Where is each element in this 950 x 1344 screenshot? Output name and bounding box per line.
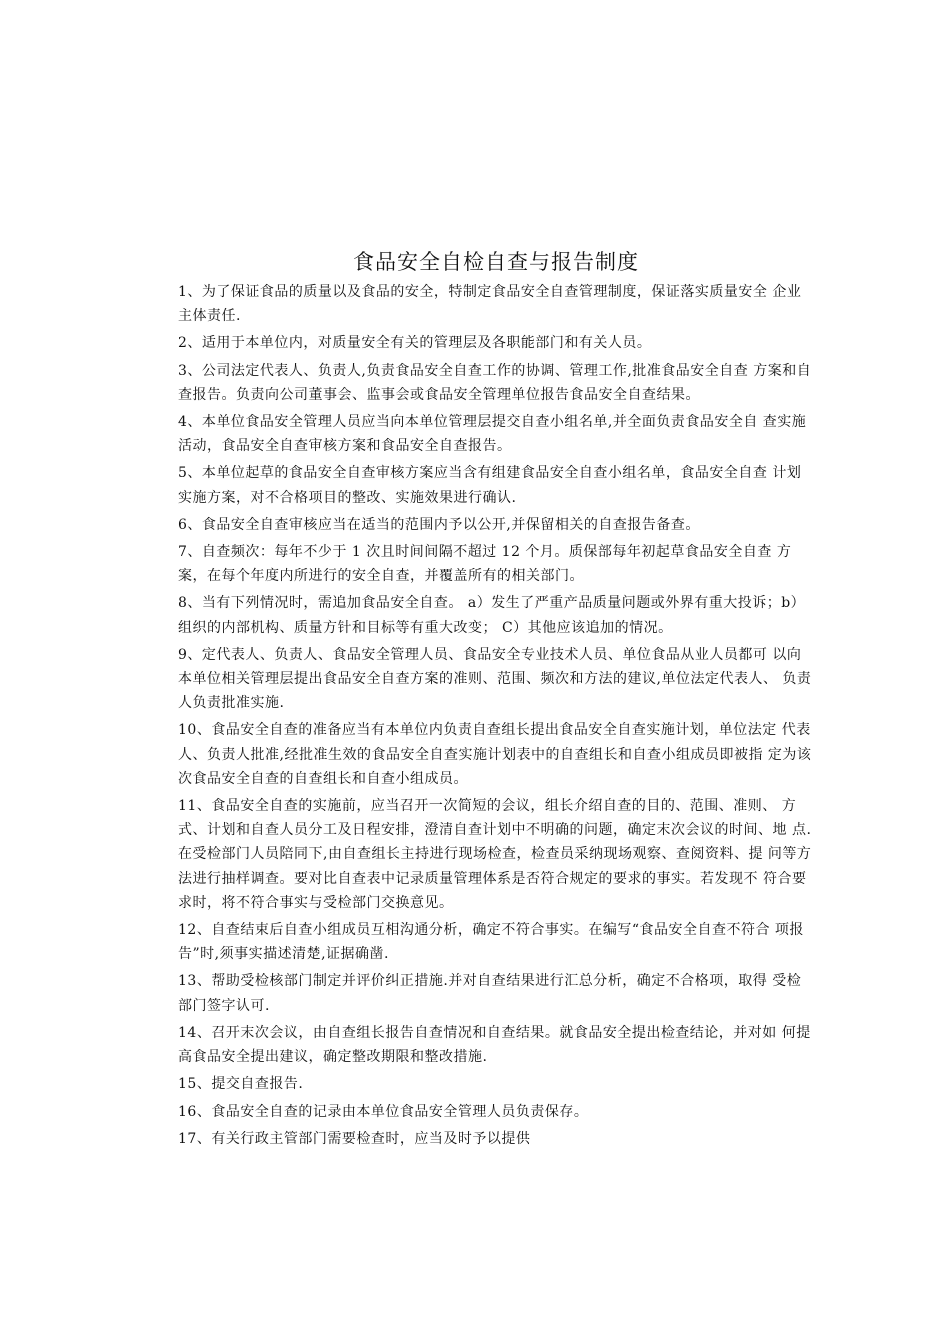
- clause-14: 14、召开末次会议，由自查组长报告自查情况和自查结果。就食品安全提出检查结论，并对如 何提高食品安全提出建议，确定整改期限和整改措施.: [178, 1024, 811, 1066]
- clause-2: 2、适用于本单位内，对质量安全有关的管理层及各职能部门和有关人员。: [178, 335, 652, 352]
- clause-15: 15、提交自查报告.: [178, 1076, 304, 1093]
- clause-17: 17、有关行政主管部门需要检查时，应当及时予以提供: [178, 1130, 531, 1147]
- clause-3: 3、公司法定代表人、负责人,负责食品安全自查工作的协调、管理工作,批准食品安全自查 方案和自查报告。负责向公司董事会、监事会或食品安全管理单位报告食品安全自查结果。: [178, 362, 812, 403]
- clause-16: 16、食品安全自查的记录由本单位食品安全管理人员负责保存。: [178, 1103, 589, 1120]
- clause-4: 4、本单位食品安全管理人员应当向本单位管理层提交自查小组名单,并全面负责食品安全自 查实施活动，食品安全自查审核方案和食品安全自查报告。: [178, 414, 807, 455]
- clause-5: 5、本单位起草的食品安全自查审核方案应当含有组建食品安全自查小组名单，食品安全自查 计划实施方案，对不合格项目的整改、实施效果进行确认.: [178, 465, 802, 506]
- clause-8: 8、当有下列情况时，需追加食品安全自查。 a）发生了严重产品质量问题或外界有重大投诉；b）组织的内部机构、质量方针和目标等有重大改变； C）其他应该追加的情况。: [178, 595, 806, 636]
- clause-10: 10、食品安全自查的准备应当有本单位内负责自查组长提出食品安全自查实施计划，单位法定 代表人、负责人批准,经批准生效的食品安全自查实施计划表中的自查组长和自查小组成员即被指 定为该次食品安全自查的自查组长和自查小组成员。: [178, 722, 812, 787]
- clause-6: 6、食品安全自查审核应当在适当的范围内予以公开,并保留相关的自查报告备查。: [178, 516, 700, 533]
- clause-7: 7、自查频次：每年不少于 1 次且时间间隔不超过 12 个月。质保部每年初起草食品安全自查 方案，在每个年度内所进行的安全自查，并覆盖所有的相关部门。: [178, 544, 792, 585]
- document-title: 食品安全自检自查与报告制度: [353, 250, 639, 274]
- clause-12: 12、自查结束后自查小组成员互相沟通分析，确定不符合事实。在编写“食品安全自查不符合 项报告”时,须事实描述清楚,证据确凿.: [178, 922, 804, 963]
- clause-11: 11、食品安全自查的实施前，应当召开一次简短的会议，组长介绍自查的目的、范围、准则、 方式、计划和自查人员分工及日程安排，澄清自查计划中不明确的问题，确定末次会议的时间、地 点.在受检部门人员陪同下,由自查组长主持进行现场检查，检查员采纳现场观察、查阅资料、提 问等方法进行抽样调查。要对比自查表中记录质量管理体系是否符合规定的要求的事实。若发现不 符合要求时，将不符合事实与受检部门交换意见。: [178, 798, 812, 911]
- document-body: [178, 250, 814, 1154]
- clause-1: 1、为了保证食品的质量以及食品的安全，特制定食品安全自查管理制度，保证落实质量安全 企业主体责任.: [178, 284, 802, 325]
- clause-9: 9、定代表人、负责人、食品安全管理人员、食品安全专业技术人员、单位食品从业人员都可 以向本单位相关管理层提出食品安全自查方案的准则、范围、频次和方法的建议,单位法定代表人、 负责人负责批准实施.: [178, 646, 812, 712]
- clause-13: 13、帮助受检核部门制定并评价纠正措施.并对自查结果进行汇总分析，确定不合格项，取得 受检部门签字认可.: [178, 973, 802, 1014]
